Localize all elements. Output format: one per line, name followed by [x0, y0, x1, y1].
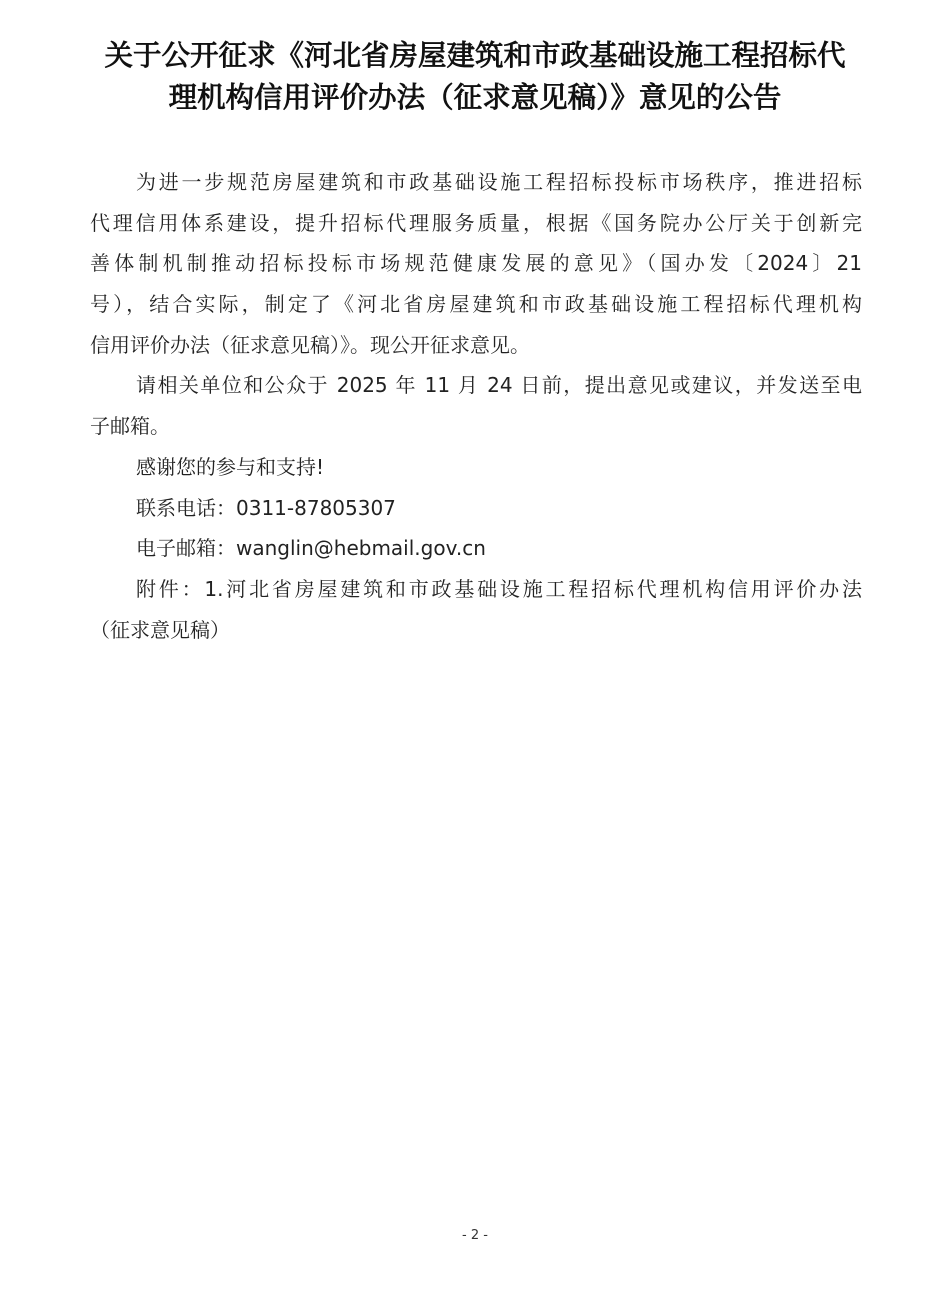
text-line: 善体制机制推动招标投标市场规范健康发展的意见》（国办发〔2024〕21 [90, 251, 862, 276]
text-line: 号），结合实际，制定了《河北省房屋建筑和市政基础设施工程招标代理机构 [90, 292, 862, 317]
text-line: 附件：1.河北省房屋建筑和市政基础设施工程招标代理机构信用评价办法 [136, 576, 862, 601]
document-title-line-2: 理机构信用评价办法（征求意见稿）》意见的公告 [168, 80, 782, 114]
contact-email: 电子邮箱：wanglin@hebmail.gov.cn [136, 536, 486, 561]
page-number: - 2 - [462, 1228, 488, 1243]
deadline-paragraph [90, 365, 862, 446]
thanks-line: 感谢您的参与和支持! [136, 454, 325, 479]
text-line: 信用评价办法（征求意见稿）》。现公开征求意见。 [90, 332, 530, 357]
document-body [90, 162, 862, 650]
contact-phone: 联系电话：0311-87805307 [136, 495, 396, 520]
attachment-paragraph [90, 569, 862, 650]
text-line: 为进一步规范房屋建筑和市政基础设施工程招标投标市场秩序，推进招标 [136, 170, 862, 194]
text-line: 代理信用体系建设，提升招标代理服务质量，根据《国务院办公厅关于创新完 [90, 210, 862, 235]
document-title-line-1: 关于公开征求《河北省房屋建筑和市政基础设施工程招标代 [104, 38, 846, 72]
text-line: （征求意见稿） [90, 617, 230, 642]
text-line: 子邮箱。 [90, 414, 170, 439]
text-line: 请相关单位和公众于 2025 年 11 月 24 日前，提出意见或建议，并发送至电 [136, 373, 862, 398]
intro-paragraph [90, 162, 862, 365]
